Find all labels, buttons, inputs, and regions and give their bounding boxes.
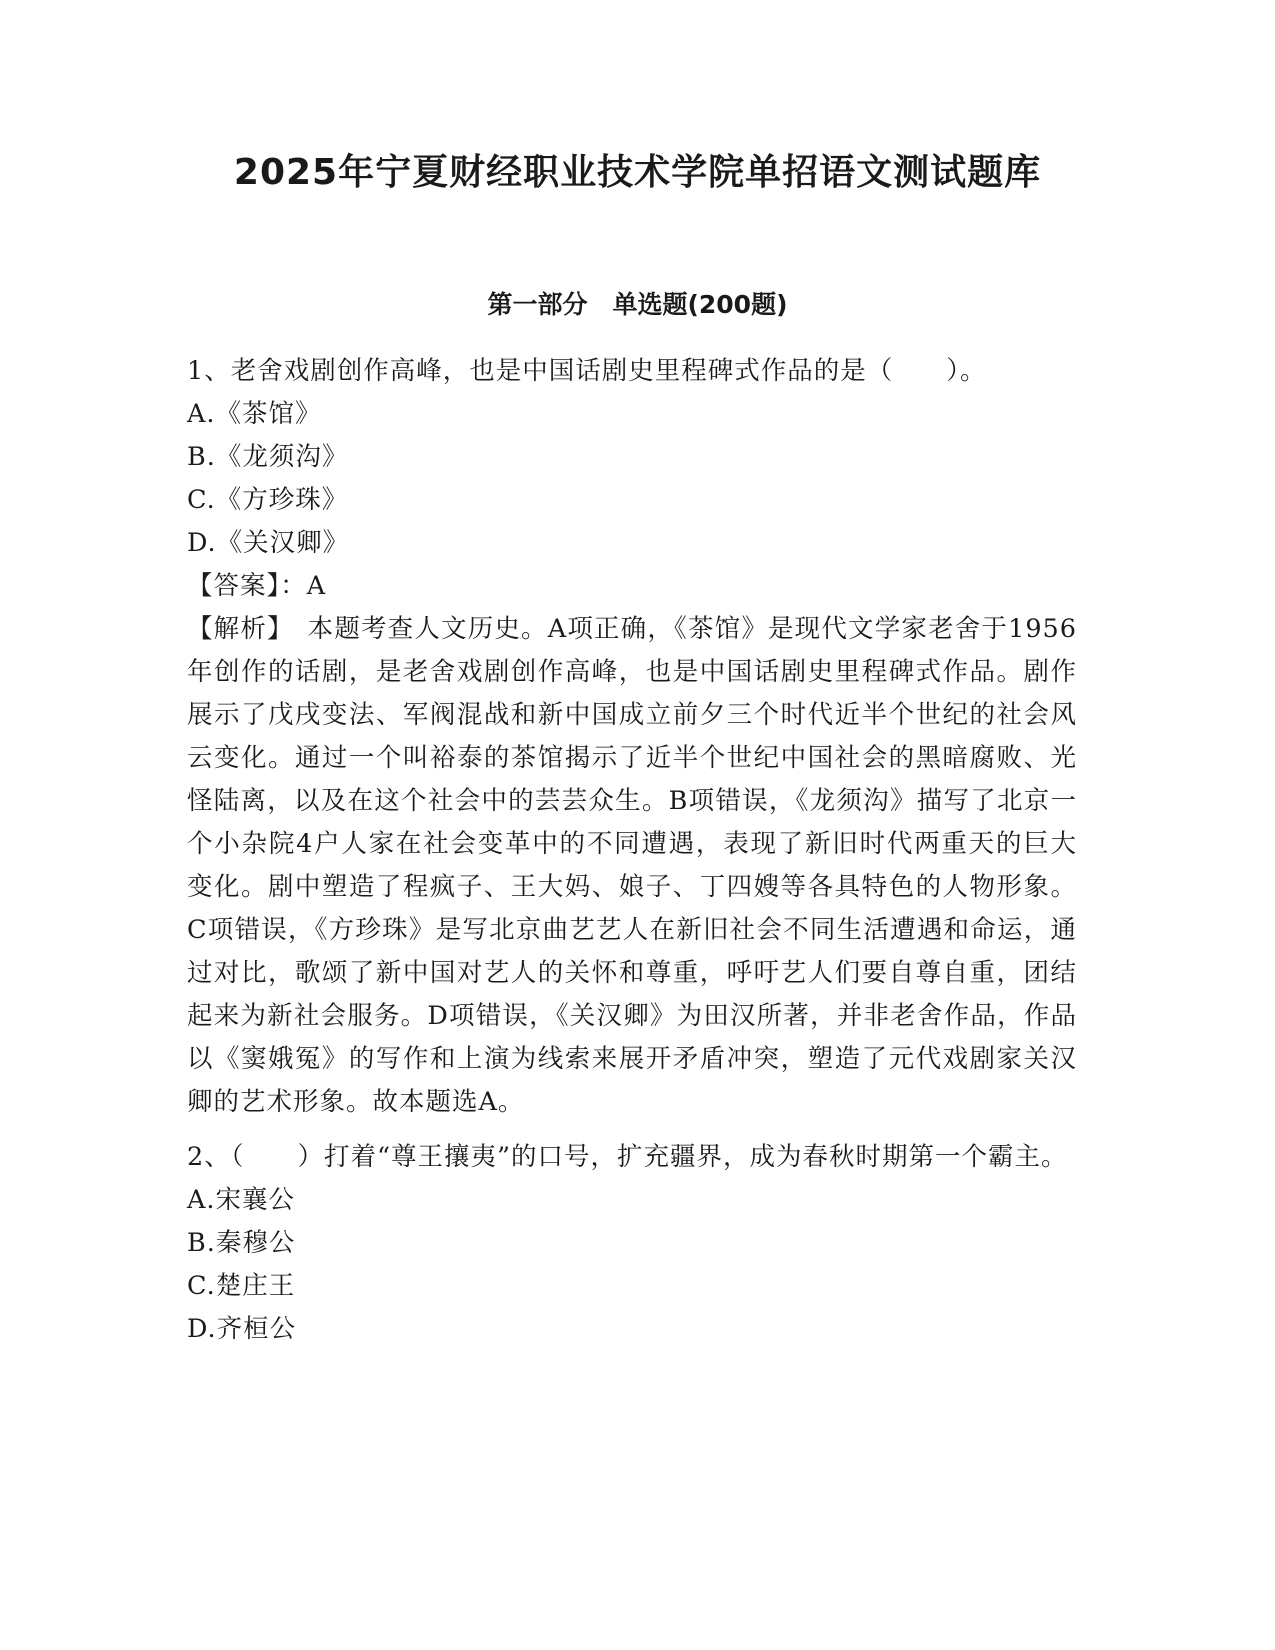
- answer-text: 【答案】：A: [187, 571, 327, 601]
- option-d: D.《关汉卿》: [187, 528, 350, 558]
- document-title: 2025年宁夏财经职业技术学院单招语文测试题库: [233, 152, 1042, 193]
- option-c: C.楚庄王: [187, 1271, 296, 1301]
- option-a: A.《茶馆》: [187, 399, 322, 429]
- question-2: [187, 1136, 1077, 1351]
- section-title: 第一部分 单选题(200题): [487, 290, 788, 319]
- option-b: B.《龙须沟》: [187, 442, 349, 472]
- option-d: D.齐桓公: [187, 1314, 297, 1344]
- question-stem: 2、（ ）打着“尊王攘夷”的口号，扩充疆界，成为春秋时期第一个霸主。: [187, 1142, 1068, 1172]
- option-c: C.《方珍珠》: [187, 485, 349, 515]
- option-a: A.宋襄公: [187, 1185, 296, 1215]
- question-list: [187, 350, 1077, 1351]
- question-stem: 1、老舍戏剧创作高峰，也是中国话剧史里程碑式作品的是（ ）。: [187, 356, 987, 386]
- question-1: [187, 350, 1077, 1124]
- analysis-text: 【解析】 本题考查人文历史。A项正确，《茶馆》是现代文学家老舍于1956年创作的话剧，是老舍戏剧创作高峰，也是中国话剧史里程碑式作品。剧作展示了戊戌变法、军阀混战和新中国成立前夕三个时代近半个世纪的社会风云变化。通过一个叫裕泰的茶馆揭示了近半个世纪中国社会的黑暗腐败、光怪陆离，以及在这个社会中的芸芸众生。B项错误，《龙须沟》描写了北京一个小杂院4户人家在社会变革中的不同遭遇，表现了新旧时代两重天的巨大变化。剧中塑造了程疯子、王大妈、娘子、丁四嫂等各具特色的人物形象。C项错误，《方珍珠》是写北京曲艺艺人在新旧社会不同生活遭遇和命运，通过对比，歌颂了新中国对艺人的关怀和尊重，呼吁艺人们要自尊自重，团结起来为新社会服务。D项错误，《关汉卿》为田汉所著，并非老舍作品，作品以《窦娥冤》的写作和上演为线索来展开矛盾冲突，塑造了元代戏剧家关汉卿的艺术形象。故本题选A。: [187, 614, 1077, 1117]
- option-b: B.秦穆公: [187, 1228, 296, 1258]
